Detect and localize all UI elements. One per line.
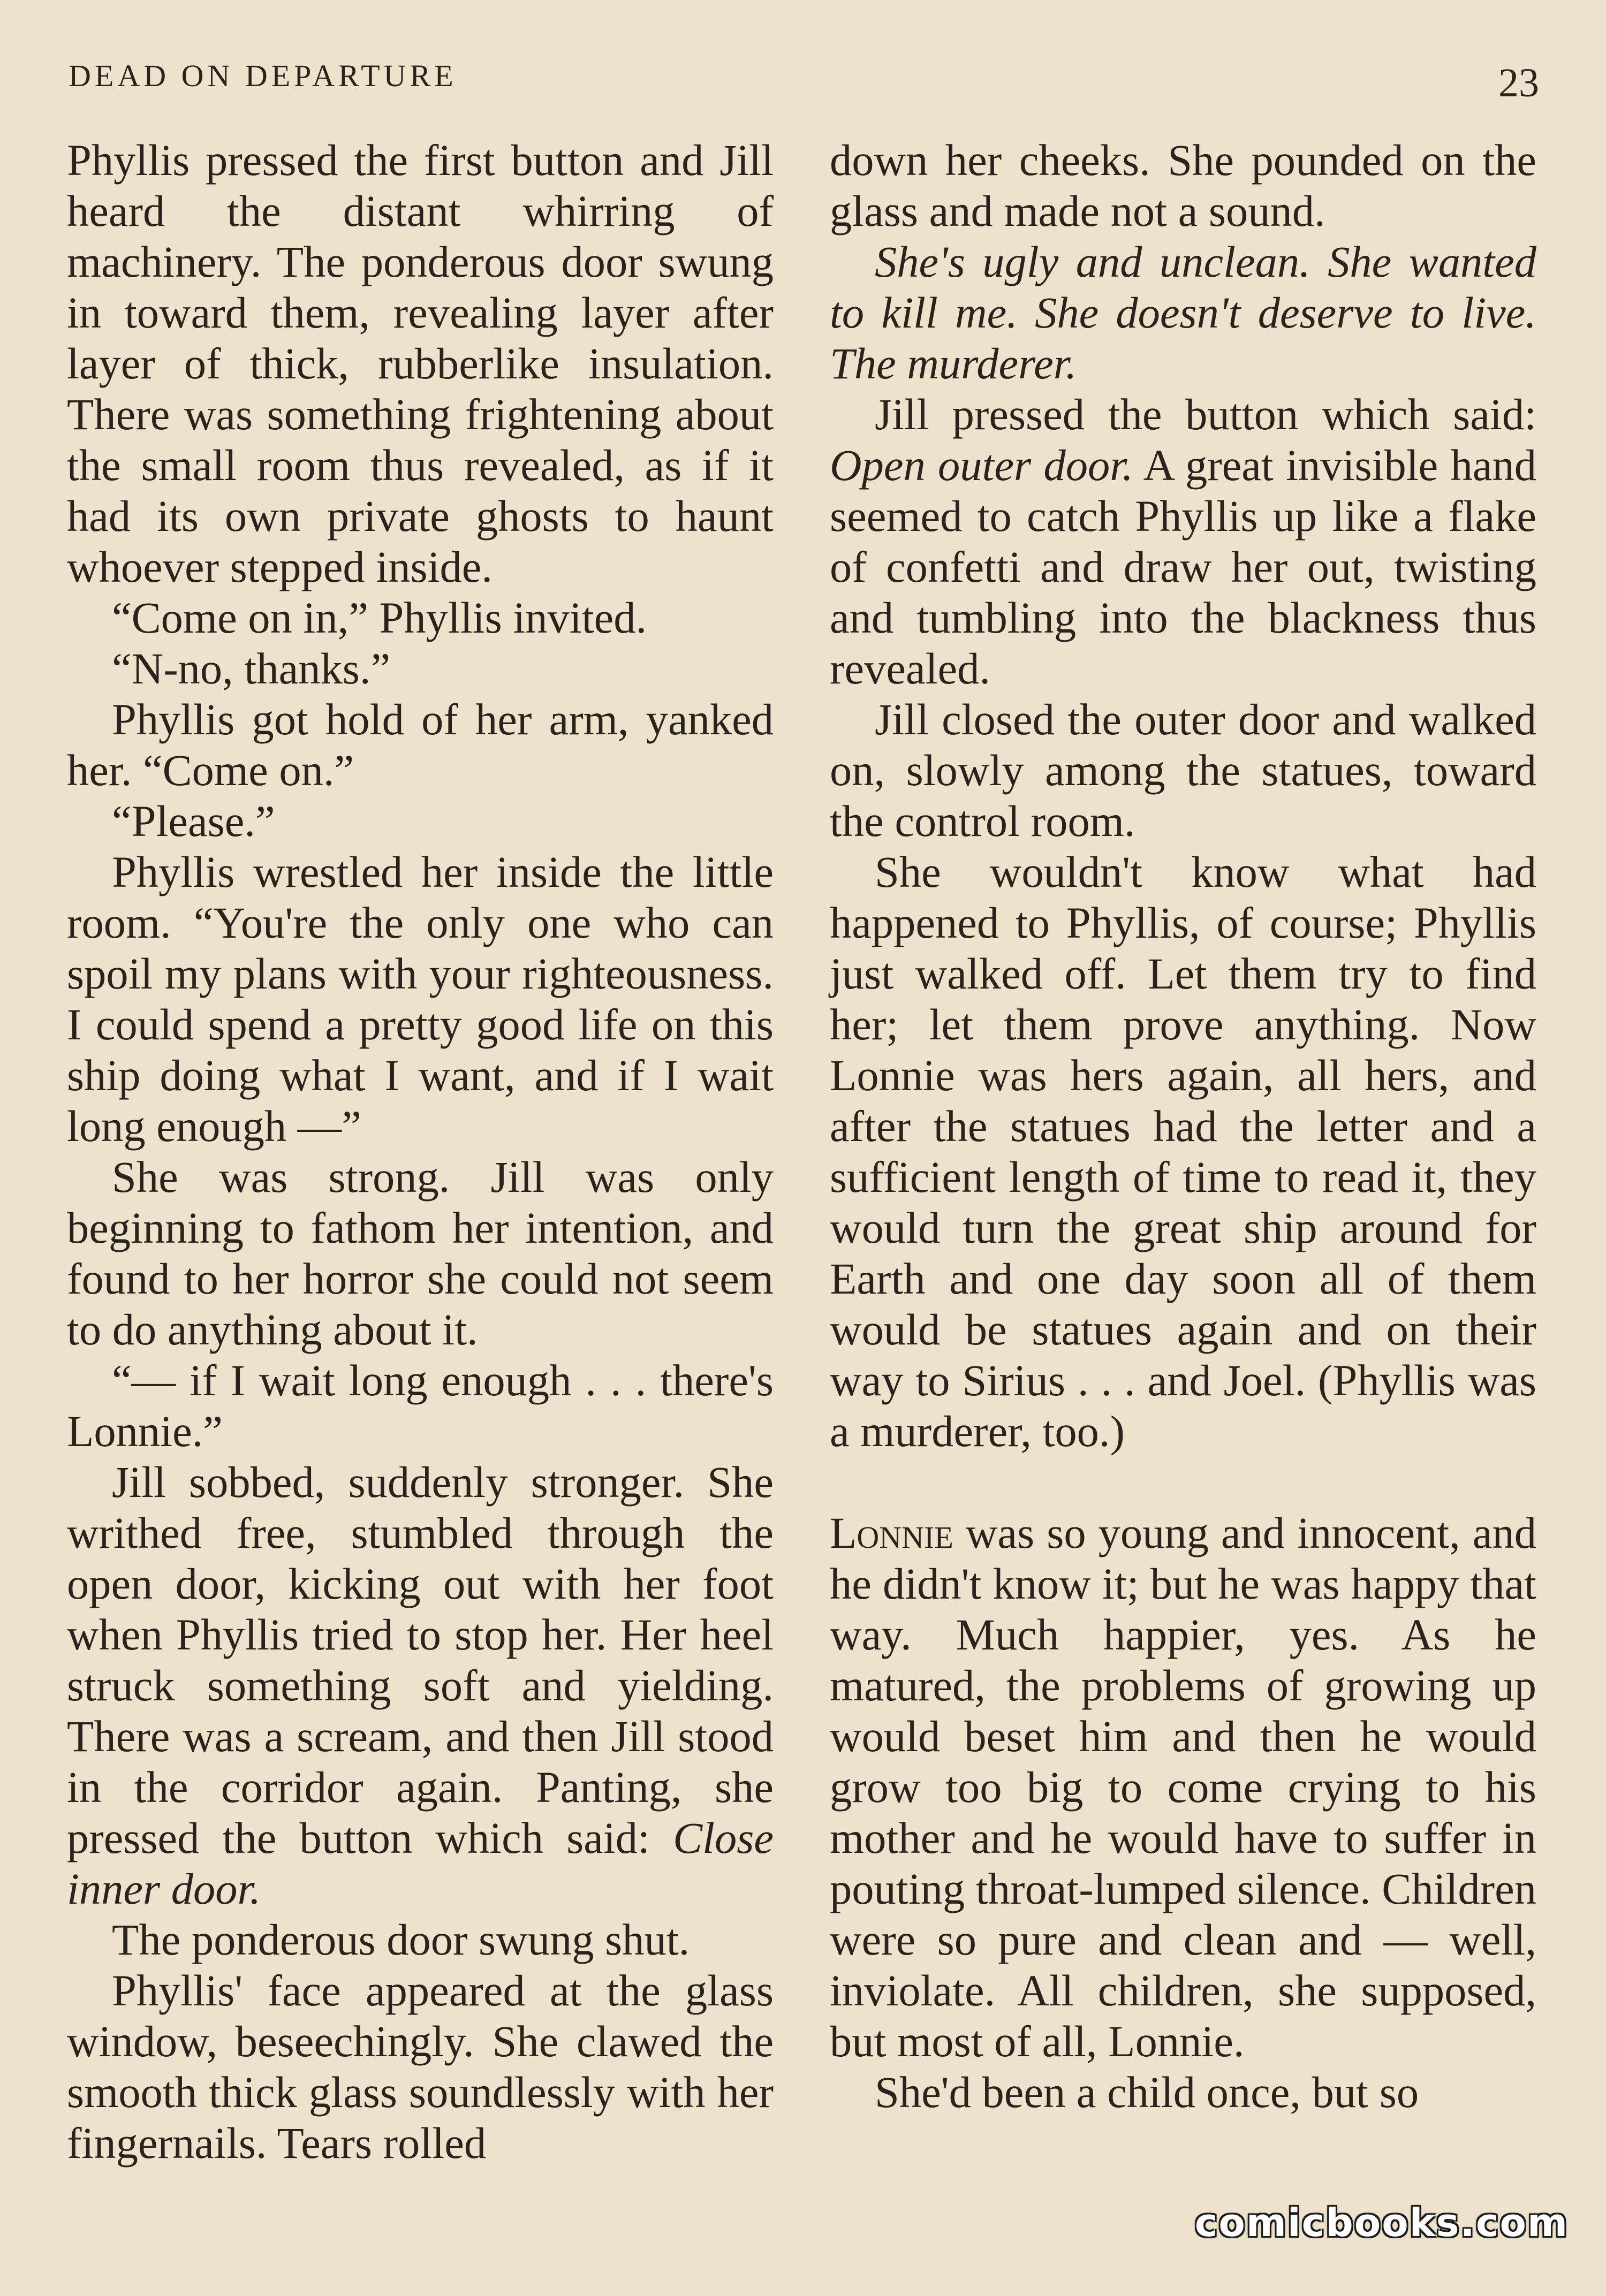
italic-text: Close inner door. (67, 1813, 774, 1913)
watermark: comicbooks.com (1194, 2200, 1569, 2245)
paragraph (830, 1508, 1536, 2067)
page-number: 23 (1498, 60, 1539, 105)
paragraph: Phyllis' face appeared at the glass window, beseechingly. She clawed the smooth thick glass soundlessly with her fingernails. Tears rolled (67, 1966, 774, 2168)
section-break (830, 1457, 1536, 1508)
paragraph-text: Jill sobbed, suddenly stronger. She writhed free, stumbled through the open door, kicking out with her foot when Phyllis tried to stop her. Her heel struck something soft and yielding. There was a scream, and then Jill stood in the corridor again. Panting, she pressed the button which said: (67, 1457, 774, 1862)
paragraph: “— if I wait long enough . . . there's Lonnie.” (67, 1356, 774, 1456)
paragraph (67, 1457, 774, 1914)
paragraph-text: was so young and innocent, and he didn't know it; but he was happy that way. Much happier, yes. As he matured, the problems of growing up would beset him and then he would grow too big to come crying to his mother and he would have to suffer in pouting throat-lumped silence. Children were so pure and clean and — well, inviolate. All children, she supposed, but most of all, Lonnie. (830, 1508, 1536, 2066)
italic-text: Open outer door. (830, 440, 1133, 490)
paragraph: Jill closed the outer door and walked on, slowly among the statues, toward the control room. (830, 695, 1536, 846)
paragraph: Phyllis wrestled her inside the little room. “You're the only one who can spoil my plans with your righteousness. I could spend a pretty good life on this ship doing what I want, and if I wait long enough —” (67, 847, 774, 1151)
paragraph: The ponderous door swung shut. (112, 1915, 690, 1964)
paragraph: “N-no, thanks.” (112, 644, 391, 693)
paragraph: Phyllis pressed the first button and Jill heard the distant whirring of machinery. The ponderous door swung in toward them, revealing layer after layer of thick, rubberlike insulation. There was something frightening about the small room thus revealed, as if it had its own private ghosts to haunt whoever stepped inside. (67, 135, 774, 591)
paragraph (830, 389, 1536, 694)
paragraph: “Come on in,” Phyllis invited. (112, 593, 647, 642)
paragraph-text: A great invisible hand seemed to catch Phyllis up like a flake of confetti and draw her out, twisting and tumbling into the blackness thus revealed. (830, 440, 1536, 693)
smallcaps-lead: Lonnie (830, 1508, 953, 1557)
paragraph: She was strong. Jill was only beginning to fathom her intention, and found to her horror she could not seem to do anything about it. (67, 1152, 774, 1354)
paragraph: “Please.” (112, 796, 275, 846)
right-column (830, 135, 1536, 2118)
left-column (67, 135, 774, 2169)
paragraph: down her cheeks. She pounded on the glass and made not a sound. (830, 135, 1536, 235)
paragraph: She'd been a child once, but so (875, 2067, 1419, 2117)
paragraph: She wouldn't know what had happened to Phyllis, of course; Phyllis just walked off. Let them try to find her; let them prove anything. Now Lonnie was hers again, all hers, and after the statues had the letter and a sufficient length of time to read it, they would turn the great ship around for Earth and one day soon all of them would be statues again and on their way to Sirius . . . and Joel. (Phyllis was a murderer, too.) (830, 847, 1536, 1456)
running-head: DEAD ON DEPARTURE (69, 58, 457, 93)
italic-text: She's ugly and unclean. She wanted to kill me. She doesn't deserve to live. The murderer. (830, 237, 1536, 388)
paragraph-text: Jill pressed the button which said: (875, 390, 1536, 439)
paragraph: Phyllis got hold of her arm, yanked her. “Come on.” (67, 695, 774, 795)
paragraph (830, 237, 1536, 389)
